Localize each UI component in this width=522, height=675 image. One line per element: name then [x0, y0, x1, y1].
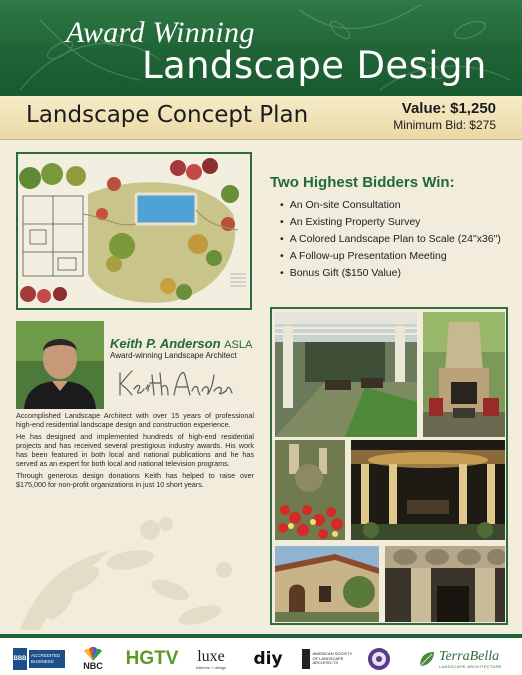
asla-logo: [300, 646, 354, 672]
seal-logo: [364, 646, 394, 672]
pergola-patio-photo: [275, 312, 417, 437]
header-banner: [0, 0, 522, 96]
designer-credential: ASLA: [224, 339, 253, 351]
list-item: • An On-site Consultation: [280, 197, 501, 214]
award-winning-heading: Award Winning: [66, 16, 255, 49]
asla-text: AMERICAN SOCIETY OF LANDSCAPE ARCHITECTS: [312, 651, 353, 666]
peacock-icon: [82, 647, 104, 661]
bio-paragraph: Accomplished Landscape Architect with over 15 years of professional high-end residential landscape design and construction experience.: [16, 411, 254, 429]
hgtv-text: HGTV: [125, 648, 179, 669]
designer-name: Keith P. Anderson: [110, 336, 221, 351]
bbb-accredited-logo: [12, 646, 66, 672]
asla-mark-icon: [302, 649, 310, 669]
list-item: • A Colored Landscape Plan to Scale (24"x36"): [280, 231, 501, 248]
designer-portrait: [16, 321, 104, 409]
value-label: Value: $1,250: [401, 100, 496, 117]
nbc-text: NBC: [83, 661, 103, 671]
nbc-logo: [76, 646, 110, 672]
terrabella-logo: [408, 646, 512, 672]
list-item: • A Follow-up Presentation Meeting: [280, 248, 501, 265]
minimum-bid-label: Minimum Bid: $275: [393, 118, 496, 132]
designer-title: Award-winning Landscape Architect: [110, 351, 237, 360]
luxe-text: luxe: [197, 647, 225, 665]
lit-pavilion-photo: [351, 440, 505, 540]
list-item: • Bonus Gift ($150 Value): [280, 265, 501, 282]
landscape-plan-image: [16, 152, 252, 310]
house-entry-photo: [275, 546, 379, 622]
diy-network-logo: [248, 646, 288, 672]
title-band: [0, 96, 522, 140]
leaf-icon: [418, 650, 436, 668]
luxe-subtitle: interiors + design: [195, 664, 227, 670]
list-item: • An Existing Property Survey: [280, 214, 501, 231]
bbb-torch-icon: BBB: [13, 648, 27, 670]
outdoor-fireplace-photo: [423, 312, 505, 437]
seal-icon: [367, 647, 391, 671]
diy-text: diy: [253, 649, 283, 669]
stone-carving-photo: [385, 546, 505, 622]
footer-logo-bar: [0, 634, 522, 675]
concept-plan-title: Landscape Concept Plan: [26, 102, 309, 128]
bio-paragraph: He has designed and implemented hundreds of high-end residential projects and has received several prestigious industry awards. His work has been featured in both local and national publications and he has served as an expert for both local and national television programs.: [16, 432, 254, 468]
floral-watermark: [0, 490, 260, 630]
bbb-badge-text: ACCREDITED BUSINESS: [29, 650, 65, 668]
bio-paragraph: Through generous design donations Keith has helped to raise over $175,000 for non-profit organizations in just 10 short years.: [16, 471, 254, 489]
bidders-heading: Two Highest Bidders Win:: [270, 174, 455, 191]
designer-bio: [16, 412, 254, 494]
designer-name-line: [110, 336, 252, 351]
bidders-list: [280, 197, 501, 282]
garden-flowers-photo: [275, 440, 345, 540]
portrait-photo: [16, 321, 104, 409]
hgtv-logo: [125, 646, 179, 672]
signature-image: [114, 365, 234, 401]
landscape-design-heading: Landscape Design: [142, 44, 487, 87]
luxe-logo: [190, 646, 232, 672]
project-photo-grid: [270, 307, 508, 625]
site-plan-drawing: [18, 154, 250, 308]
terrabella-text: TerraBella: [438, 648, 500, 664]
terrabella-subtitle: LANDSCAPE ARCHITECTURE: [438, 663, 503, 669]
